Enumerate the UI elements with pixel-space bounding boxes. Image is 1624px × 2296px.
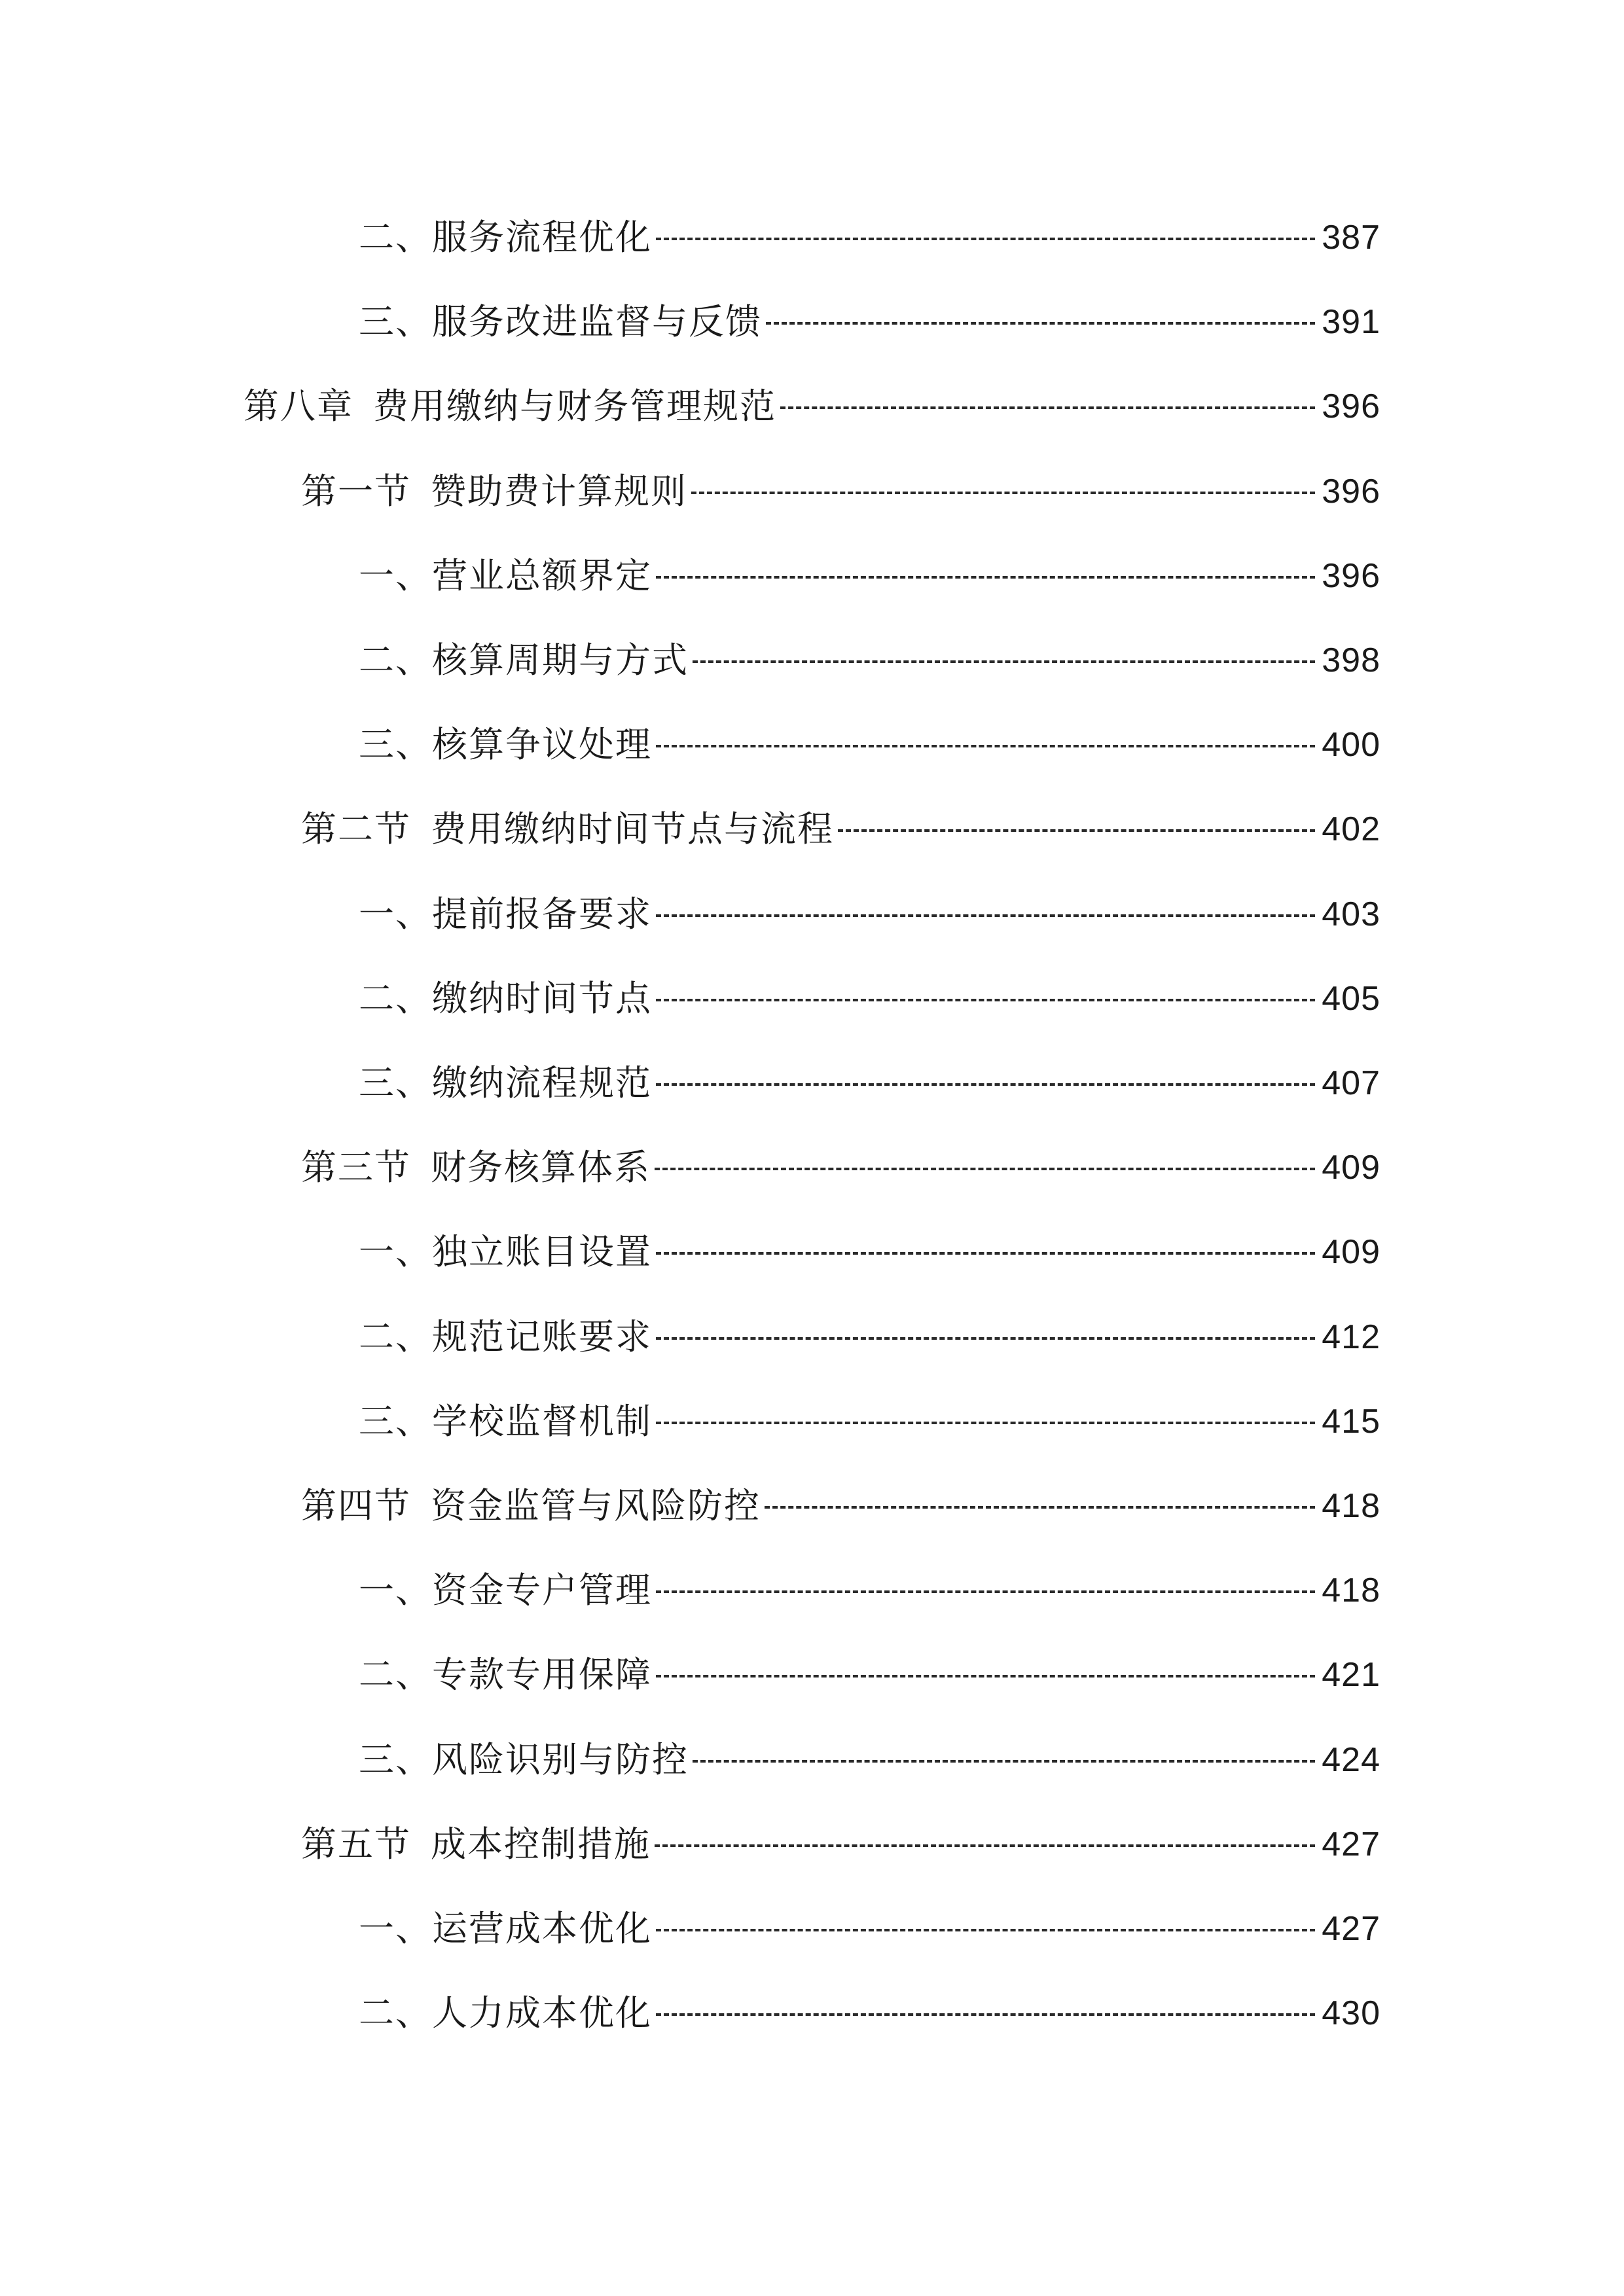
toc-entry-title: [359, 1654, 652, 1696]
toc-entry[interactable]: [359, 1554, 1380, 1626]
toc-entry-prefix: 三、: [359, 1062, 432, 1103]
toc-entry-prefix: 二、: [359, 977, 432, 1019]
toc-entry-page-number: 427: [1322, 1825, 1380, 1863]
toc-entry[interactable]: [359, 1893, 1380, 1965]
toc-entry-prefix: 三、: [359, 301, 432, 343]
toc-entry-prefix: 第一节: [301, 470, 411, 512]
toc-entry-page-number: 409: [1322, 1149, 1380, 1187]
toc-entry[interactable]: [359, 1216, 1380, 1288]
toc-entry[interactable]: [359, 624, 1380, 696]
toc-entry-title: [359, 1062, 652, 1103]
toc-entry-title: [359, 1738, 689, 1780]
toc-entry-title: [359, 639, 689, 681]
toc-entry-prefix: 一、: [359, 1570, 432, 1611]
toc-entry-text: 核算争议处理: [432, 724, 652, 766]
toc-entry-prefix: 二、: [359, 217, 432, 258]
toc-entry-title: [359, 1400, 652, 1442]
toc-entry-text: 学校监督机制: [432, 1400, 652, 1442]
toc-leader-dashes: [656, 2013, 1315, 2016]
toc-entry-text: 缴纳时间节点: [432, 977, 652, 1019]
toc-entry[interactable]: [359, 1639, 1380, 1711]
toc-entry-title: [359, 1570, 652, 1611]
toc-entry-prefix: 一、: [359, 1908, 432, 1949]
toc-entry[interactable]: [359, 1724, 1380, 1796]
toc-leader-dashes: [780, 406, 1315, 409]
toc-entry-page-number: 415: [1322, 1402, 1380, 1441]
toc-entry-title: [359, 217, 652, 258]
toc-entry-text: 专款专用保障: [432, 1654, 652, 1696]
toc-entry-page-number: 424: [1322, 1740, 1380, 1779]
toc-leader-dashes: [656, 1252, 1315, 1255]
toc-entry-prefix: 二、: [359, 1316, 432, 1357]
toc-entry-prefix: 一、: [359, 554, 432, 596]
toc-entry-page-number: 407: [1322, 1064, 1380, 1102]
toc-entry-prefix: 二、: [359, 639, 432, 681]
toc-entry-title: [301, 808, 834, 850]
toc-leader-dashes: [655, 1168, 1315, 1170]
toc-leader-dashes: [656, 1337, 1315, 1340]
toc-entry-page-number: 403: [1322, 895, 1380, 933]
toc-entry-text: 财务核算体系: [431, 1147, 651, 1189]
toc-entry-prefix: 三、: [359, 1400, 432, 1442]
toc-entry-text: 营业总额界定: [432, 554, 652, 596]
toc-entry-prefix: 第三节: [301, 1147, 411, 1189]
toc-leader-dashes: [656, 1929, 1315, 1931]
toc-entry-title: [359, 1908, 652, 1949]
toc-entry-page-number: 396: [1322, 556, 1380, 595]
toc-entry-text: 缴纳流程规范: [432, 1062, 652, 1103]
toc-entry-text: 独立账目设置: [432, 1231, 652, 1273]
toc-entry-prefix: 三、: [359, 724, 432, 766]
toc-entry[interactable]: [301, 793, 1380, 865]
toc-leader-dashes: [656, 1422, 1315, 1424]
toc-entry[interactable]: [359, 1047, 1380, 1119]
toc-entry-page-number: 391: [1322, 303, 1380, 342]
toc-entry-page-number: 402: [1322, 810, 1380, 849]
toc-leader-dashes: [656, 999, 1315, 1001]
toc-entry-text: 赞助费计算规则: [431, 470, 687, 512]
toc-entry-prefix: 三、: [359, 1738, 432, 1780]
toc-entry-text: 服务改进监督与反馈: [432, 301, 762, 343]
toc-entry-text: 人力成本优化: [432, 1992, 652, 2034]
toc-entry[interactable]: [359, 1977, 1380, 2049]
toc-entry-text: 服务流程优化: [432, 217, 652, 258]
toc-leader-dashes: [691, 492, 1315, 494]
toc-entry-title: [359, 301, 762, 343]
toc-entry-text: 提前报备要求: [432, 893, 652, 935]
toc-entry-prefix: 第二节: [301, 808, 411, 850]
toc-leader-dashes: [656, 745, 1315, 747]
toc-entry-text: 资金监管与风险防控: [431, 1485, 761, 1526]
toc-entry-text: 费用缴纳与财务管理规范: [373, 386, 776, 427]
toc-leader-dashes: [656, 576, 1315, 579]
toc-entry-page-number: 418: [1322, 1571, 1380, 1610]
toc-entry-page-number: 398: [1322, 641, 1380, 679]
toc-entry-page-number: 405: [1322, 979, 1380, 1018]
toc-entry-prefix: 第五节: [301, 1823, 411, 1865]
toc-entry-page-number: 409: [1322, 1233, 1380, 1272]
toc-leader-dashes: [656, 1675, 1315, 1677]
toc-entry-page-number: 421: [1322, 1656, 1380, 1695]
toc-entry-title: [359, 1316, 652, 1357]
toc-entry-page-number: 427: [1322, 1910, 1380, 1948]
toc-entry[interactable]: [301, 1808, 1380, 1880]
toc-entry-title: [359, 724, 652, 766]
toc-entry-page-number: 396: [1322, 472, 1380, 511]
toc-entry-title: [301, 470, 687, 512]
toc-entry[interactable]: [359, 540, 1380, 612]
toc-leader-dashes: [656, 914, 1315, 917]
toc-leader-dashes: [766, 322, 1315, 325]
toc-entry-title: [301, 1823, 651, 1865]
toc-entry-page-number: 418: [1322, 1487, 1380, 1525]
toc-entry-title: [359, 893, 652, 935]
toc-entry[interactable]: [244, 370, 1380, 442]
toc-entry[interactable]: [301, 1132, 1380, 1204]
toc-entry[interactable]: [359, 878, 1380, 950]
toc-entry-title: [359, 1992, 652, 2034]
toc-entry-title: [359, 1231, 652, 1273]
toc-entry-title: [359, 554, 652, 596]
toc-leader-dashes: [765, 1506, 1315, 1509]
toc-leader-dashes: [655, 1844, 1315, 1847]
toc-entry[interactable]: [301, 1470, 1380, 1542]
toc-entry-title: [359, 977, 652, 1019]
toc-leader-dashes: [656, 1083, 1315, 1086]
toc-entry-page-number: 396: [1322, 387, 1380, 426]
toc-entry-text: 资金专户管理: [432, 1570, 652, 1611]
toc-entry[interactable]: [359, 1301, 1380, 1373]
toc-entry-text: 风险识别与防控: [432, 1738, 689, 1780]
toc-entry[interactable]: [359, 709, 1380, 781]
toc-leader-dashes: [656, 1590, 1315, 1593]
toc-leader-dashes: [656, 238, 1315, 240]
toc-entry-page-number: 430: [1322, 1994, 1380, 2033]
toc-leader-dashes: [838, 829, 1315, 832]
toc-entry-prefix: 一、: [359, 1231, 432, 1273]
toc-entry-prefix: 二、: [359, 1654, 432, 1696]
toc-entry[interactable]: [359, 963, 1380, 1035]
toc-entry-text: 费用缴纳时间节点与流程: [431, 808, 834, 850]
toc-entry-prefix: 一、: [359, 893, 432, 935]
toc-entry[interactable]: [359, 1386, 1380, 1458]
toc-entry-text: 运营成本优化: [432, 1908, 652, 1949]
toc-entry-prefix: 二、: [359, 1992, 432, 2034]
toc-entry-page-number: 387: [1322, 219, 1380, 257]
toc-entry[interactable]: [301, 456, 1380, 528]
toc-entry-page-number: 400: [1322, 726, 1380, 764]
toc-entry[interactable]: [359, 202, 1380, 274]
toc-entry-title: [244, 386, 776, 427]
toc-entry-title: [301, 1485, 761, 1526]
toc-entry-title: [301, 1147, 651, 1189]
toc-entry[interactable]: [359, 286, 1380, 358]
toc-leader-dashes: [693, 1760, 1315, 1763]
toc-entry-page-number: 412: [1322, 1318, 1380, 1356]
toc-entry-text: 规范记账要求: [432, 1316, 652, 1357]
toc-entry-prefix: 第四节: [301, 1485, 411, 1526]
toc-leader-dashes: [693, 660, 1315, 663]
toc-entry-prefix: 第八章: [244, 386, 353, 427]
toc-entry-text: 成本控制措施: [431, 1823, 651, 1865]
toc-entry-text: 核算周期与方式: [432, 639, 689, 681]
